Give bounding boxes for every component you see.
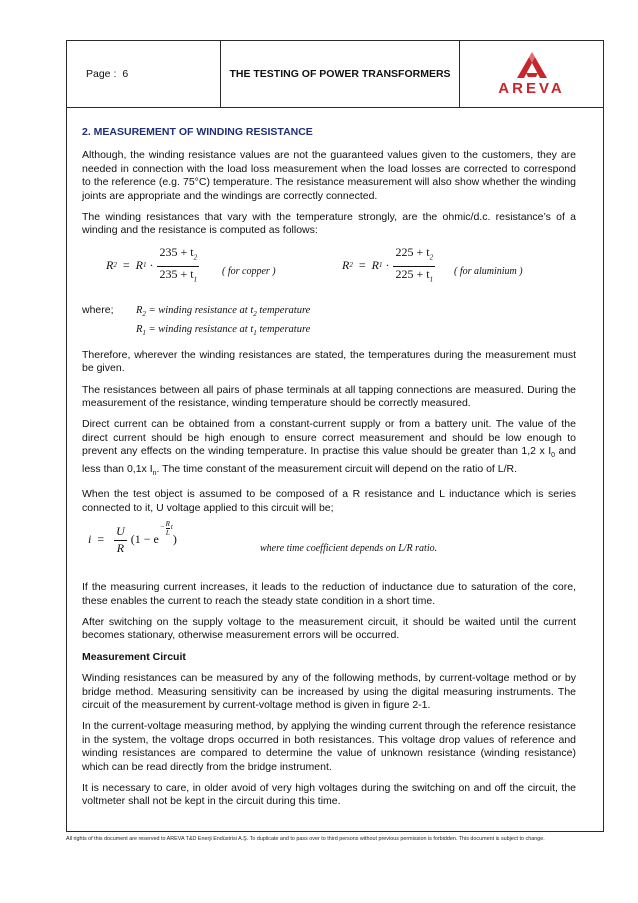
logo-wordmark: AREVA (498, 79, 565, 97)
paragraph: It is necessary to care, in older avoid of very high voltages during the switching on and off the circuit, the voltmeter shall not be kept in the circuit during this time. (82, 781, 576, 808)
paragraph: The resistances between all pairs of phase terminals at all tapping connections are measured. During the measurement of the resistance, winding temperature should be correctly measured. (82, 383, 576, 410)
paragraph: Although, the winding resistance values are not the guaranteed values given to the customers, they are needed in connection with the load loss measurement when the load losses are corrected to correspond to the reference (e.g. 75°C) temperature. The resistance measurement will also show whether the winding joints are appropriate and the windings are correctly connected. (82, 149, 576, 202)
current-equation: i = $\frac{U}{R}$ (1 − e − $\frac{R}{L}$ t ) where time coefficient depends on L/R ratio. (88, 519, 438, 555)
where-label: where; (82, 303, 114, 316)
paragraph: Winding resistances can be measured by any of the following methods, by current-voltage method or by bridge method. Measuring sensitivity can be increased by using the digital measuring instruments. The circuit of the measurement by current-voltage method is given in figure 2-1. (82, 672, 576, 711)
fraction: $\frac{225 + t_2}{225 + t_1}$ (395, 244, 434, 284)
subheading: Measurement Circuit (82, 650, 186, 663)
areva-logo (460, 40, 603, 107)
document-title: THE TESTING OF POWER TRANSFORMERS (221, 40, 460, 107)
fraction: $\frac{U}{R}$ (116, 524, 125, 555)
equation-note-aluminium: ( for aluminium ) (454, 265, 523, 277)
document-body (82, 126, 576, 817)
paragraph: If the measuring current increases, it leads to the reduction of inductance due to saturation of the core, these enables the current to reach the steady state condition in a short time. (82, 581, 576, 607)
page-label: Page : (86, 67, 117, 80)
definition-r1: $R_1$ = winding resistance at $t_1$ temperature (136, 324, 311, 338)
fraction: $\frac{235 + t_2}{235 + t_1}$ (159, 244, 198, 284)
resistance-equations (82, 246, 576, 298)
section-heading: 2. MEASUREMENT OF WINDING RESISTANCE (82, 126, 313, 138)
equation-aluminium: R 2 = R 1 · $\frac{225 + t_2}{225 + t_1}$ (342, 246, 439, 287)
paragraph: Therefore, wherever the winding resistances are stated, the temperatures during the measurement must be given. (82, 348, 576, 375)
equation-note: where time coefficient depends on L/R ratio. (260, 543, 438, 555)
exponent: − $\frac{R}{L}$ t (159, 519, 173, 537)
paragraph: In the current-voltage measuring method, by applying the winding current through the reference resistance in the system, the voltage drops occurred in both resistances. This voltage drop values of reference and winding resistances are compared to determine the value of unknown resistance (winding resistance) which can be read directly from the bridge instrument. (82, 720, 576, 773)
paragraph: After switching on the supply voltage to the measurement circuit, it should be waited until the current becomes stationary, otherwise measurement errors will be occurred. (82, 615, 576, 642)
definition-r2: $R_2$ = winding resistance at $t_2$ temperature (136, 304, 311, 318)
where-definitions (82, 304, 576, 322)
page-header (66, 40, 604, 108)
equation-copper: R 2 = R 1 · $\frac{235 + t_2}{235 + t_1}$ (106, 246, 203, 287)
areva-logo-icon (515, 51, 549, 79)
page-number: 6 (122, 67, 129, 80)
paragraph: When the test object is assumed to be composed of a R resistance and L inductance which is series connected to it, U voltage applied to this circuit will be; (82, 488, 576, 514)
equation-note-copper: ( for copper ) (222, 265, 276, 277)
paragraph: The winding resistances that vary with the temperature strongly, are the ohmic/d.c. resistance’s of a winding and the resistance is computed as follows: (82, 211, 576, 237)
paragraph: Direct current can be obtained from a constant-current supply or from a battery unit. The value of the direct current should be high enough to ensure correct measurement and should be low enough to prevent any effects on the winding temperature. In practise this value should be greater than 1,2 x $I_0$ and less than 0,1x $I_n$. The time constant of the measurement circuit will depend on the ratio of L/R. (82, 418, 577, 477)
copyright-footer: All rights of this document are reserved to AREVA T&D Enerji Endüstrisi A.Ş. To duplicate and to pass over to third persons without previous permission is forbidden. This document is subject to change. (66, 836, 545, 842)
page-number-cell (66, 40, 221, 107)
